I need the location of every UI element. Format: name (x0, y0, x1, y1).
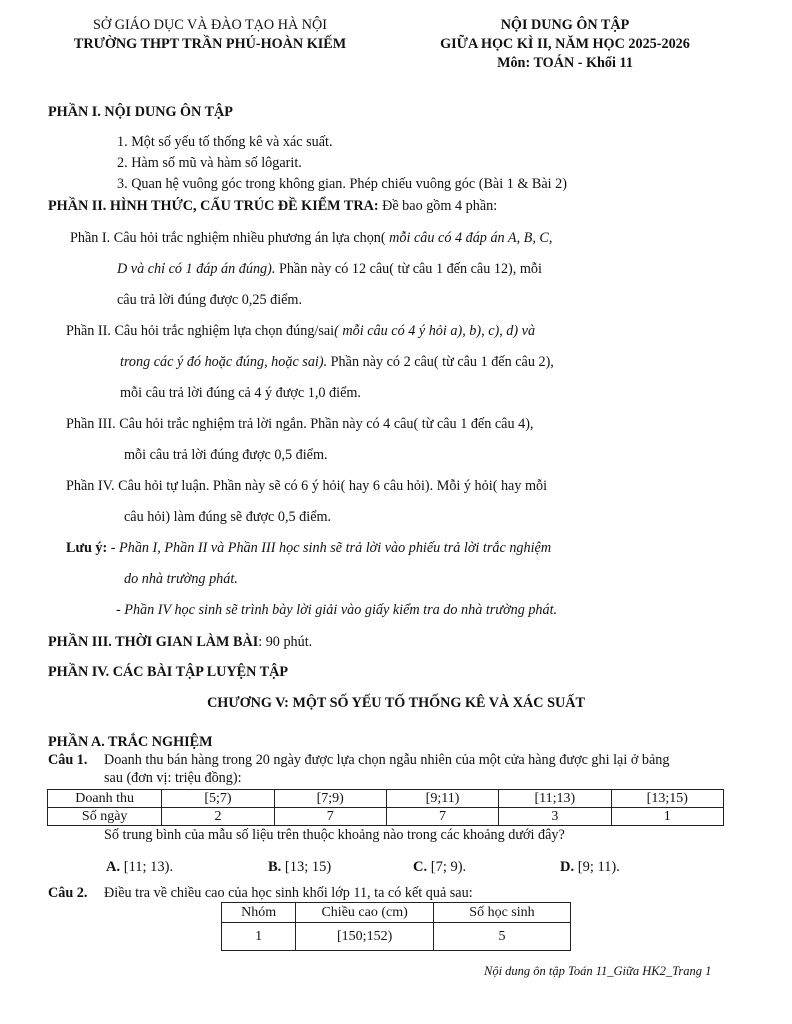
doc-title: NỘI DUNG ÔN TẬP (500, 17, 630, 33)
part2-title-tail: Đề bao gồm 4 phần: (378, 198, 498, 214)
table-cell: Số học sinh (433, 903, 570, 923)
part1-item-2: 2. Hàm số mũ và hàm số lôgarit. (117, 155, 302, 171)
q1-text-line1: Doanh thu bán hàng trong 20 ngày được lựa chọn ngẫu nhiên của một cửa hàng được ghi lại ở bảng (104, 752, 670, 768)
table-cell: [11;13) (499, 790, 611, 808)
table-row (48, 790, 724, 808)
school-department: SỞ GIÁO DỤC VÀ ĐÀO TẠO HÀ NỘI (93, 17, 327, 33)
q2-table (221, 902, 571, 951)
part2-section4-line2: câu hỏi) làm đúng sẽ được 0,5 điểm. (124, 509, 332, 525)
section-a-title: PHẦN A. TRẮC NGHIỆM (48, 734, 213, 750)
table-cell: 7 (386, 808, 498, 826)
note-line1 (66, 540, 551, 557)
table-cell: [7;9) (274, 790, 386, 808)
note-line2: do nhà trường phát. (124, 571, 238, 587)
q1-text-line2: sau (đơn vị: triệu đồng): (104, 770, 242, 786)
option-key: B. (268, 859, 282, 875)
table-cell: 5 (433, 923, 570, 951)
option-key: C. (413, 859, 428, 875)
option-value: [11; 13). (123, 859, 174, 875)
table-cell: [5;7) (162, 790, 274, 808)
q2-label: Câu 2. (48, 885, 88, 901)
doc-subject: Môn: TOÁN - Khối 11 (497, 55, 633, 71)
table-cell: 1 (611, 808, 723, 826)
table-row (222, 923, 571, 951)
table-cell: 7 (274, 808, 386, 826)
part3-line (48, 634, 312, 651)
option-value: [13; 15) (284, 859, 332, 875)
part2-section2-line1 (66, 323, 535, 340)
note-line3: - Phần IV học sinh sẽ trình bày lời giải vào giấy kiểm tra do nhà trường phát. (116, 602, 558, 618)
q1-option-b[interactable] (268, 859, 331, 876)
table-cell: Doanh thu (48, 790, 162, 808)
part2-title-label: PHẦN II. HÌNH THỨC, CẤU TRÚC ĐỀ KIỂM TRA: (48, 198, 379, 214)
option-key: D. (560, 859, 575, 875)
q1-label: Câu 1. (48, 752, 88, 768)
part2-section2-line2 (120, 354, 554, 371)
part3-title: PHẦN III. THỜI GIAN LÀM BÀI (48, 634, 259, 650)
text-italic: mỗi câu có 4 đáp án A, B, C, (385, 230, 553, 246)
school-name: TRƯỜNG THPT TRẦN PHÚ-HOÀN KIẾM (73, 36, 347, 52)
part2-section1-line3: câu trả lời đúng được 0,25 điểm. (117, 292, 303, 308)
note-label: Lưu ý: (66, 540, 108, 556)
table-cell: [13;15) (611, 790, 723, 808)
part2-title (48, 198, 497, 215)
chapter-title: CHƯƠNG V: MỘT SỐ YẾU TỐ THỐNG KÊ VÀ XÁC SUẤT (207, 695, 585, 711)
text: Phần này có 2 câu( từ câu 1 đến câu 2), (327, 354, 554, 370)
text-italic: - Phần I, Phần II và Phần III học sinh sẽ trả lời vào phiếu trả lời trắc nghiệm (107, 540, 552, 556)
q2-text: Điều tra về chiều cao của học sinh khối lớp 11, ta có kết quả sau: (104, 885, 473, 901)
option-key: A. (106, 859, 121, 875)
text-italic: trong các ý đó hoặc đúng, hoặc sai). (120, 354, 328, 370)
q1-option-a[interactable] (106, 859, 173, 876)
part2-section4-line1: Phần IV. Câu hỏi tự luận. Phần này sẽ có 6 ý hỏi( hay 6 câu hỏi). Mỗi ý hỏi( hay mỗi (66, 478, 548, 494)
option-value: [7; 9). (430, 859, 467, 875)
table-cell: Chiều cao (cm) (296, 903, 434, 923)
table-cell: [150;152) (296, 923, 434, 951)
text: Phần I. Câu hỏi trắc nghiệm nhiều phương án lựa chọn( (70, 230, 386, 246)
table-cell: 2 (162, 808, 274, 826)
part4-title: PHẦN IV. CÁC BÀI TẬP LUYỆN TẬP (48, 664, 289, 680)
table-row (48, 808, 724, 826)
table-cell: 3 (499, 808, 611, 826)
option-value: [9; 11). (577, 859, 620, 875)
q1-option-d[interactable] (560, 859, 620, 876)
part1-item-1: 1. Một số yếu tố thống kê và xác suất. (117, 134, 333, 150)
part1-item-3: 3. Quan hệ vuông góc trong không gian. Phép chiếu vuông góc (Bài 1 & Bài 2) (117, 176, 567, 192)
part2-section1-line2 (117, 261, 542, 278)
part2-section2-line3: mỗi câu trả lời đúng cả 4 ý được 1,0 điểm. (120, 385, 361, 401)
table-cell: 1 (222, 923, 296, 951)
q1-option-c[interactable] (413, 859, 466, 876)
part2-section3-line1: Phần III. Câu hỏi trắc nghiệm trả lời ngắn. Phần này có 4 câu( từ câu 1 đến câu 4), (66, 416, 534, 432)
table-cell: Số ngày (48, 808, 162, 826)
table-row (222, 903, 571, 923)
doc-term: GIỮA HỌC KÌ II, NĂM HỌC 2025-2026 (440, 36, 690, 52)
part2-section3-line2: mỗi câu trả lời đúng được 0,5 điểm. (124, 447, 328, 463)
table-cell: Nhóm (222, 903, 296, 923)
table-cell: [9;11) (386, 790, 498, 808)
part3-value: : 90 phút. (258, 634, 313, 650)
q1-table (47, 789, 724, 826)
text: Phần này có 12 câu( từ câu 1 đến câu 12), mỗi (275, 261, 542, 277)
part2-section1-line1 (70, 230, 552, 247)
text-italic: D và chỉ có 1 đáp án đúng). (117, 261, 276, 277)
part1-title: PHẦN I. NỘI DUNG ÔN TẬP (48, 104, 233, 120)
text: Phần II. Câu hỏi trắc nghiệm lựa chọn đúng/sai (66, 323, 335, 339)
page-footer: Nội dung ôn tập Toán 11_Giữa HK2_Trang 1 (484, 964, 712, 978)
q1-question: Số trung bình của mẫu số liệu trên thuộc khoảng nào trong các khoảng dưới đây? (104, 827, 565, 843)
text-italic: ( mỗi câu có 4 ý hỏi a), b), c), d) và (334, 323, 536, 339)
